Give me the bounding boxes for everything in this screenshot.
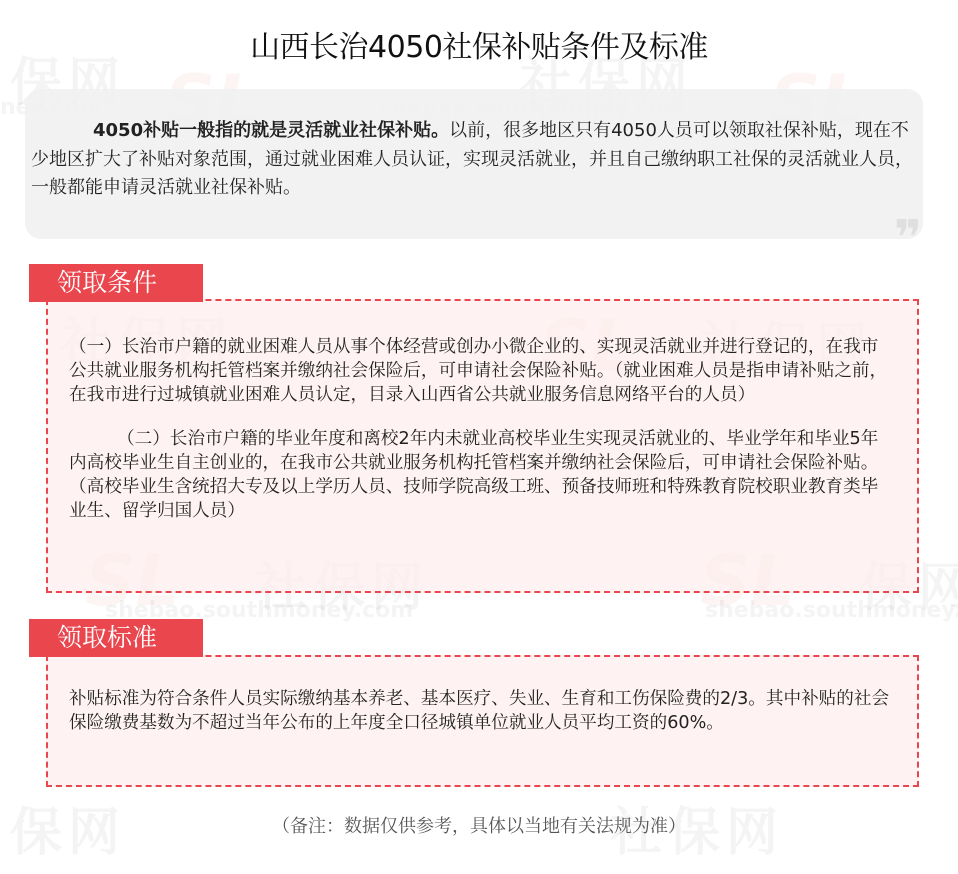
watermark-url bbox=[705, 598, 958, 623]
intro-lead: 4050补贴一般指的就是灵活就业社保补贴。 bbox=[93, 120, 450, 141]
page-title: 山西长治4050社保补贴条件及标准 bbox=[250, 30, 708, 65]
condition-paragraph bbox=[69, 427, 891, 523]
section-title-standards: 领取标准 bbox=[29, 619, 203, 657]
intro-text: 以前，很多地区只有4050人员可以领取社保补贴，现在不少地区扩大了补贴对象范围，通过就业困难人员认证，实现灵活就业，并且自己缴纳职工社保的灵活就业人员，一般都能申请灵活就业社保补贴。 bbox=[31, 120, 913, 198]
standards-box bbox=[46, 655, 919, 787]
footnote: （备注：数据仅供参考，具体以当地有关法规为准） bbox=[272, 816, 686, 837]
condition-paragraph-text: （二）长治市户籍的毕业年度和离校2年内未就业高校毕业生实现灵活就业的、毕业学年和毕业5年内高校毕业生自主创业的，在我市公共就业服务机构托管档案并缴纳社会保险后，可申请社会保险补贴。（高校毕业生含统招大专及以上学历人员、技师学院高级工班、预备技师班和特殊教育院校职业教育类毕业生、留学归国人员） bbox=[69, 429, 879, 521]
section-title-conditions: 领取条件 bbox=[29, 264, 203, 302]
standard-paragraph: 补贴标准为符合条件人员实际缴纳基本养老、基本医疗、失业、生育和工伤保险费的2/3。其中补贴的社会保险缴费基数为不超过当年公布的上年度全口径城镇单位就业人员平均工资的60%。 bbox=[69, 689, 890, 733]
quote-mark-icon: ❞ bbox=[893, 210, 922, 266]
condition-paragraph: （一）长治市户籍的就业困难人员从事个体经营或创办小微企业的、实现灵活就业并进行登记的，在我市公共就业服务机构托管档案并缴纳社会保险后，可申请社会保险补贴。（就业困难人员是指申请补贴之前，在我市进行过城镇就业困难人员认定，目录入山西省公共就业服务信息网络平台的人员） bbox=[69, 337, 888, 405]
conditions-box bbox=[46, 299, 919, 593]
intro-box bbox=[25, 89, 923, 239]
